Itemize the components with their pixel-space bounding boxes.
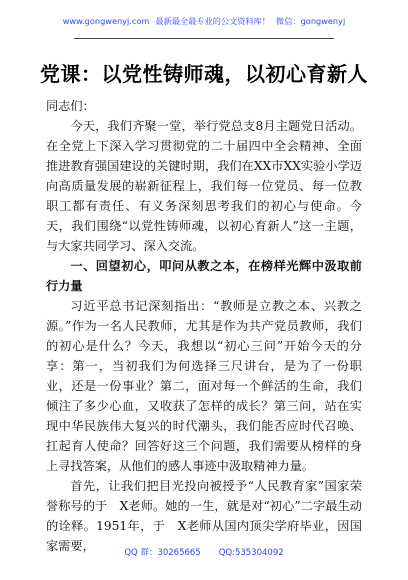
paragraph: 习近平总书记深刻指出：“教师是立教之本、兴教之源。”作为一名人民教师，尤其是作为共产党员教师，我们的初心是什么？今天，我想以“初心三问”开始今天的分享：第一，当初我们为何选择三尺讲台，是为了一份职业，还是一份事业？第二，面对每一个鲜活的生命，我们倾注了多少心血，又收获了怎样的成长？第三问，站在实现中华民族伟大复兴的时代潮头，我们能否应时代召唤、扛起育人使命？回答好这三个问题，我们需要从榜样的身上寻找答案，从他们的感人事迹中汲取精神力量。: [46, 299, 362, 473]
document-title: 党课：以党性铸师魂，以初心育新人: [40, 62, 368, 86]
footer-qq: QQ:535304092: [218, 548, 284, 558]
paragraph: 今天，我们齐聚一堂，举行党总支8月主题党日活动。在全党上下深入学习贯彻党的二十届四中全会精神、全面推进教育强国建设的关键时期，我们在XX市XX实验小学迈向高质量发展的崭新征程上，我们每一位党员、每一位教职工都有责任、有义务深刻思考我们的初心与使命。今天，我们围绕“以党性铸师魂，以初心育新人”这一主题，与大家共同学习、深入交流。: [46, 119, 362, 253]
page-header: [0, 16, 408, 27]
footer-qq-group: QQ 群：30265665: [124, 548, 201, 558]
header-wechat: 微信：gongwenyj: [276, 16, 346, 26]
header-site-link[interactable]: www.gongwenyj.com: [62, 16, 150, 26]
page-footer: [0, 546, 408, 558]
document-body: [46, 96, 362, 556]
header-slogan: 最新最全最专业的公文资料库！: [155, 16, 271, 26]
header-divider: [74, 38, 334, 39]
paragraph: 首先，让我们把目光投向被授予“人民教育家”国家荣誉称号的于 X老师。她的一生，就是对“初心”二字最生动的诠释。1951年，于 X老师从国内顶尖学府毕业，因国家需要，: [46, 479, 362, 553]
section-heading: 一、回望初心，叩问从教之本，在榜样光辉中汲取前行力量: [46, 259, 362, 293]
greeting: 同志们：: [46, 99, 95, 113]
